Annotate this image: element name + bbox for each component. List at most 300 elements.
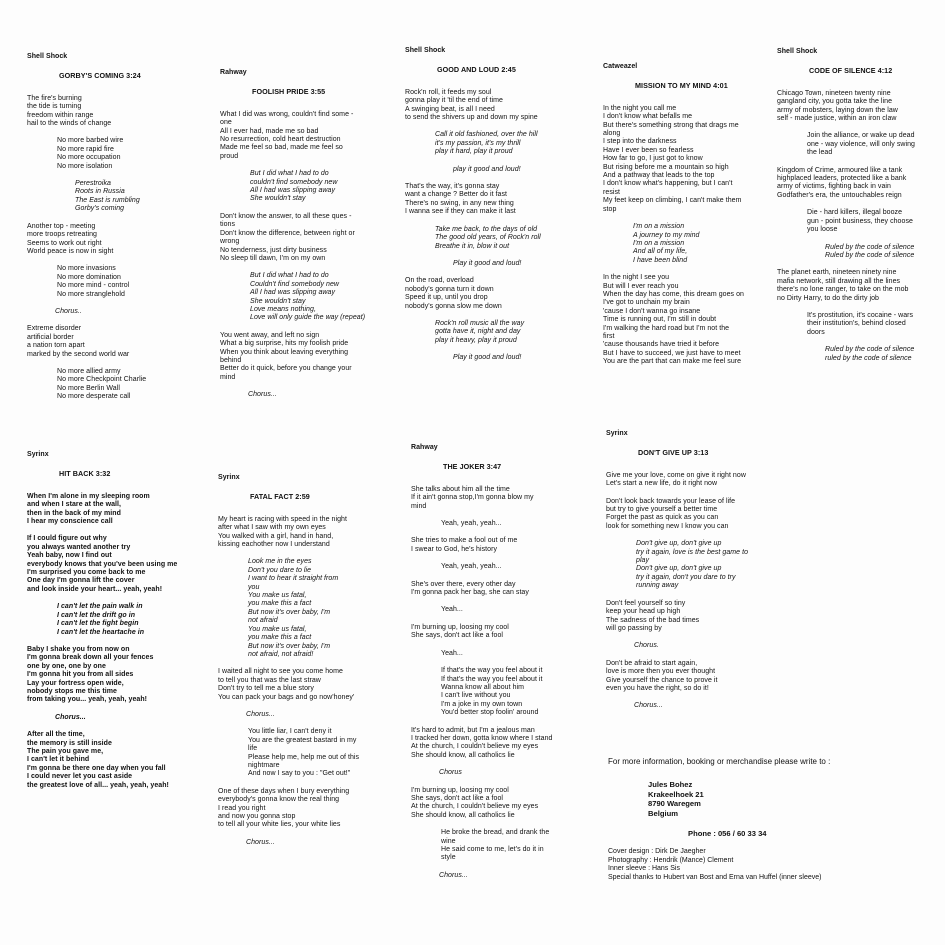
stanza [606,660,748,694]
band-name: Shell Shock [405,47,446,54]
lyric-line: What a big surprise, hits my foolish pride [220,340,349,348]
lyric-line: Call it old fashioned, over the hill [435,131,538,139]
lyric-line: along [603,130,621,138]
stanza [27,95,146,129]
lyric-line: Ruled by the code of silence [825,243,915,251]
stanza [777,269,915,303]
song-title: GOOD AND LOUD 2:45 [437,65,516,75]
lyric-line: Chorus... [246,838,275,846]
lyric-line: I'm surprised you come back to me [27,569,146,577]
lyric-line: one [220,119,232,127]
stanza [777,346,915,363]
lyric-line: and when I stare at the wall, [27,501,122,509]
lyric-line: I have been blind [633,256,688,264]
lyric-line: Chorus... [248,391,277,399]
lyric-line: Roots in Russia [75,188,125,196]
lyric-line: But now it's over baby, I'm [248,642,331,650]
lyric-line: In the night I see you [603,274,670,282]
address-line: 8790 Waregem [648,799,701,809]
lyric-line: Baby I shake you from now on [27,645,130,653]
lyric-line: tions [220,221,236,229]
stanza [411,872,553,880]
lyric-line: Yeah baby, now I find out [27,552,112,560]
lyric-line: Extreme disorder [27,325,82,333]
lyric-line: She says, don't act like a fool [411,632,503,640]
lyric-line: not afraid, not afraid! [248,650,314,658]
contact-phone: Phone : 056 / 60 33 34 [688,829,767,839]
lyric-line: Perestroika [75,180,111,188]
lyric-line: She wouldn't stay [250,195,306,203]
stanza [606,702,748,710]
lyric-line: But rising before me a mountain so high [603,163,729,171]
lyric-line: If that's the way you feel about it [441,667,543,675]
lyric-line: She tries to make a fool out of me [411,537,518,545]
lyric-line: All I had was slipping away [250,289,336,297]
lyric-line: I can't let it behind [27,756,90,764]
lyric-line: No tenderness, just dirty business [220,246,327,254]
lyric-line: Yeah, yeah, yeah... [441,563,502,571]
song-title: FOOLISH PRIDE 3:55 [252,87,326,97]
song-title: FATAL FACT 2:59 [250,492,310,502]
lyric-line: Give yourself the chance to prove it [606,676,718,684]
lyric-line: No more isolation [57,162,113,170]
lyric-line: hail to the winds of change [27,120,112,128]
stanza [27,714,177,722]
lyric-line: keep your head up high [606,608,681,616]
lyric-line: will go passing by [606,624,662,632]
lyric-line: nobody's gonna turn it down [405,285,494,293]
stanza [411,606,553,614]
stanza [405,277,541,311]
lyric-line: army of victims, fighting back in vain [777,183,891,191]
lyric-line: Yeah... [441,606,463,614]
lyric-line: I can't let the fight begin [57,620,139,628]
song-gorbys-coming [27,53,146,411]
lyric-line: ruled by the code of silence [825,354,912,362]
lyric-line: there's no lone ranger, to take on the mob [777,286,909,294]
lyric-line: I don't know what befalls me [603,113,693,121]
lyric-line: No more Checkpoint Charlie [57,376,147,384]
lyric-line: World peace is now in sight [27,247,114,255]
lyric-line: It's prostitution, it's cocaine - wars [807,311,914,319]
lyric-line: I can't let the heartache in [57,628,145,636]
lyric-line: 'cause I don't wanna go insane [603,307,701,315]
address-line: Jules Bohez [648,780,693,790]
lyric-line: You make us fatal, [248,592,307,600]
stanza [220,111,365,161]
lyric-line: gotta have it, night and day [435,328,521,336]
lyric-line: the lead [807,149,833,157]
lyric-line: No more Berlin Wall [57,384,120,392]
lyric-line: first [603,332,615,340]
lyric-line: And a pathway that leads to the top [603,172,715,180]
lyric-line: Ruled by the code of silence [825,346,915,354]
lyric-line: How far to go, I just got to know [603,155,703,163]
lyric-line: more troops retreating [27,231,97,239]
lyric-line: I could never let you cast aside [27,773,133,781]
lyric-line: Take me back, to the days of old [435,225,538,233]
lyric-line: you loose [807,226,838,234]
lyric-line: She's over there, every other day [411,580,516,588]
stanza [405,226,541,251]
stanza [218,516,359,550]
lyric-line: you make this a fact [248,634,312,642]
stanza [411,581,553,598]
lyric-line: nobody stops me this time [27,687,117,695]
lyric-line: the greatest love of all... yeah, yeah, yeah! [27,781,169,789]
lyric-line: At the church, I couldn't believe my eyes [411,803,539,811]
lyric-line: Couldn't find somebody new [250,280,340,288]
lyric-line: All I ever had, made me so bad [220,127,319,135]
lyric-line: Don't be afraid to start again, [606,659,698,667]
lyric-line: One of these days when I bury everything [218,787,350,795]
lyric-line: everybody's gonna know the real thing [218,796,340,804]
lyric-line: couldn't find somebody new [250,178,338,186]
lyric-line: Chorus... [246,710,275,718]
lyric-line: I swear to God, he's history [411,545,497,553]
lyric-line: resist [603,188,621,196]
lyric-line: She should know, all catholics lie [411,811,515,819]
stanza [603,105,744,214]
lyric-line: Don't give up, don't give up [636,540,722,548]
stanza [405,320,541,345]
lyric-line: you [248,583,260,591]
lyric-line: Play it good and loud! [453,259,522,267]
lyric-line: My heart is racing with speed in the night [218,515,347,523]
lyric-line: I'm walking the hard road but I'm not the [603,324,730,332]
lyric-line: No more occupation [57,154,121,162]
lyric-line: Wanna know all about him [441,683,525,691]
stanza [411,667,553,717]
lyric-line: No more desperate call [57,393,131,401]
lyric-line: proud [220,152,239,160]
lyric-line: No sleep till dawn, I'm on my own [220,254,326,262]
lyric-line: highplaced leaders, protected like a bank [777,175,907,183]
lyric-line: gonna play it 'til the end of time [405,97,503,105]
stanza [218,711,359,719]
stanza [411,537,553,554]
lyric-line: Rock'n roll, it feeds my soul [405,88,492,96]
song-mission-to-my-mind [603,63,744,376]
lyric-line: Look me in the eyes [248,558,312,566]
lyric-line: Play it good and loud! [453,354,522,362]
lyric-line: it's my passion, it's my thrill [435,139,521,147]
lyric-line: Don't give up, don't give up [636,565,722,573]
lyric-line: No more domination [57,273,121,281]
lyric-line: A swinging beat, is all I need [405,105,495,113]
stanza [777,244,915,261]
lyric-line: and now you gonna stop [218,813,296,820]
stanza [405,354,541,362]
song-fatal-fact [218,474,359,856]
song-title: CODE OF SILENCE 4:12 [809,66,893,76]
lyric-line: Seems to work out right [27,239,102,247]
lyric-line: That's the way, it's gonna stay [405,183,500,191]
lyric-line: gangland city, you gotta take the line [777,98,893,106]
lyric-line: you make this a fact [248,600,312,608]
band-name: Syrinx [606,430,628,437]
stanza [405,183,541,217]
band-name: Syrinx [27,451,49,458]
stanza [411,624,553,641]
lyric-line: No resurrection, cold heart destruction [220,136,341,144]
lyric-line: Chicago Town, nineteen twenty nine [777,89,891,97]
stanza [411,727,553,761]
lyric-line: Godfather's era, the untouchables reign [777,191,902,199]
lyric-line: Have I ever been so fearless [603,146,694,154]
song-title: HIT BACK 3:32 [59,469,111,479]
stanza [606,498,748,532]
lyric-line: play it heavy, play it proud [435,336,517,344]
band-name: Catweazel [603,63,638,70]
contact-lead: For more information, booking or merchandise please write to : [608,757,831,766]
lyric-line: Love will only guide the way (repeat) [250,314,366,322]
lyric-line: Kingdom of Crime, armoured like a tank [777,166,903,174]
lyric-line: play [636,557,650,565]
song-title: THE JOKER 3:47 [443,462,502,472]
song-hit-back [27,451,177,799]
lyric-line: Speed it up, until you drop [405,294,488,302]
band-name: Shell Shock [27,53,68,60]
lyric-line: No more mind - control [57,282,130,290]
stanza [606,540,748,590]
lyric-line: No more stranglehold [57,290,125,298]
stanza [27,535,177,594]
lyric-line: I'm gonna break down all your fences [27,654,154,662]
lyric-line: But I did what I had to do [250,272,329,280]
stanza [606,472,748,489]
band-name: Rahway [411,444,438,451]
stanza [411,520,553,528]
lyric-line: You walked with a girl, hand in hand, [218,532,334,540]
lyric-line: When I'm alone in my sleeping room [27,492,150,500]
song-title: MISSION TO MY MIND 4:01 [635,81,728,91]
lyric-line: No more allied army [57,367,121,375]
lyric-line: I'm gonna hit you from all sides [27,671,134,679]
lyric-line: but try to give yourself a better time [606,506,718,514]
lyric-line: The good old years, of Rock'n roll [435,234,541,242]
song-dont-give-up [606,430,748,720]
lyric-line: Don't know the answer, to all these ques - [220,212,352,220]
lyric-line: you always wanted another try [27,543,131,551]
lyric-line: try it again, don't you dare to try [636,573,736,581]
lyric-line: On the road, overload [405,277,474,285]
lyric-line: The fire's burning [27,94,82,102]
lyric-line: I step into the darkness [603,138,677,146]
lyric-line: mafia network, still drawing all the lines [777,277,901,285]
lyric-line: You little liar, I can't deny it [248,728,332,736]
lyric-line: You are the part that can make me feel sure [603,358,742,366]
lyric-line: No more barbed wire [57,137,124,145]
lyric-line: their institution's, behind closed [807,320,906,328]
lyric-line: to tell all your white lies, your white lies [218,821,341,829]
stanza [218,728,359,778]
stanza [777,209,915,234]
lyric-line: I'm on a mission [633,239,685,247]
lyric-line: even you have the right, so do it! [606,684,709,692]
lyric-line: When you think about leaving everything [220,348,349,356]
band-name: Syrinx [218,474,240,481]
lyric-line: Love means nothing, [250,305,316,313]
lyric-line: Don't you dare to lie [248,566,312,574]
stanza [603,223,744,265]
stanza [218,668,359,702]
stanza [27,368,146,402]
lyric-line: At the church, I couldn't believe my eyes [411,743,539,751]
stanza [220,391,365,399]
credit-line: Special thanks to Hubert van Bost and Erna van Huffel (inner sleeve) [608,873,822,881]
lyric-line: And now I say to you : "Get out!" [248,770,351,778]
stanza [218,558,359,659]
stanza [220,213,365,263]
credit-lines [608,848,830,882]
lyric-line: You went away, and left no sign [220,331,320,339]
stanza [27,603,177,637]
lyric-line: She talks about him all the time [411,485,510,493]
lyric-line: mind [220,373,236,381]
lyric-line: Gorby's coming [75,205,125,213]
lyric-line: after what I saw with my own eyes [218,524,326,532]
lyric-line: I'm gonna be there one day when you fall [27,764,166,772]
lyric-line: Give me your love, come on give it right now [606,471,746,479]
lyric-line: love is more then you ever thought [606,668,716,676]
lyric-line: the tide is turning [27,103,82,111]
lyric-line: kissing eachother now I understand [218,541,330,549]
stanza [411,787,553,821]
lyric-line: I want to hear it straight from [248,575,339,583]
lyric-line: I can't let the drift go in [57,611,136,619]
lyric-line: One day I'm gonna lift the cover [27,577,135,585]
stanza [405,260,541,268]
stanza [777,132,915,157]
lyric-line: The pain you gave me, [27,747,104,755]
lyric-line: life [248,745,258,753]
lyric-line: You can pack your bags and go now'honey' [218,693,355,701]
lyric-line: Die - hard killers, illegal booze [807,209,903,217]
address-line: Belgium [648,808,678,818]
lyric-line: try it again, love is the best game to [636,548,749,556]
band-name: Rahway [220,69,247,76]
lyric-line: She should know, all catholics lie [411,751,515,759]
stanza [27,223,146,257]
lyric-line: A journey to my mind [633,231,700,239]
stanza [218,839,359,847]
lyric-line: I can't live without you [441,692,511,700]
stanza [411,769,553,777]
stanza [405,89,541,123]
stanza [27,731,177,790]
credit-line: Cover design : Dirk De Jaegher [608,848,706,856]
stanza [27,325,146,359]
lyric-line: wine [441,837,456,845]
lyric-line: After all the time, [27,731,85,739]
lyric-line: marked by the second world war [27,350,130,358]
lyric-line: Made me feel so bad, made me feel so [220,144,343,152]
lyric-line: But I have to succeed, we just have to meet [603,349,741,357]
lyric-line: play it good and loud! [453,165,521,173]
lyric-line: I don't know what's happening, but I can't [603,180,733,188]
lyric-line: All I had was slipping away [250,187,336,195]
stanza [411,829,553,863]
lyric-line: In the night you call me [603,104,677,112]
song-title: DON'T GIVE UP 3:13 [638,448,709,458]
lyric-line: I wanna see if they can make it last [405,208,516,216]
lyric-line: When the day has come, this dream goes on [603,290,744,298]
lyric-line: army of mobsters, laying down the law [777,106,898,114]
lyric-line: Another top - meeting [27,222,96,230]
lyric-line: The planet earth, nineteen ninety nine [777,269,897,277]
lyric-line: to send the shivers up and down my spine [405,114,538,122]
lyric-line: I read you right [218,804,266,812]
lyric-line: Rock'n roll music all the way [435,319,525,327]
lyric-line: Don't look back towards your lease of life [606,497,736,505]
stanza [411,486,553,511]
lyric-line: Time is running out, I'm still in doubt [603,316,717,324]
credits-block [608,758,830,882]
lyric-line: You make us fatal, [248,625,307,633]
lyric-line: everybody knows that you've been using me [27,560,178,568]
stanza [27,137,146,171]
song-good-and-loud [405,47,541,372]
stanza [411,650,553,658]
song-foolish-pride [220,69,365,409]
lyric-line: If it ain't gonna stop,I'm gonna blow my [411,494,534,502]
lyric-line: one by one, one by one [27,662,106,670]
lyric-line: The sadness of the bad times [606,616,700,624]
lyric-line: running away [636,582,679,590]
lyric-line: Yeah... [441,649,463,657]
lyric-line: The East is rumbling [75,196,140,204]
lyric-line: No more rapid fire [57,145,114,153]
lyric-line: There's no swing, in any new thing [405,199,514,207]
lyric-line: I can't let the pain walk in [57,603,143,611]
stanza [405,166,541,174]
lyric-line: Join the alliance, or wake up dead [807,132,915,140]
lyric-line: I'm on a mission [633,223,685,231]
lyric-line: to tell you that was the last straw [218,676,321,684]
lyric-line: You are the greatest bastard in my [248,736,357,744]
song-code-of-silence [777,48,915,372]
lyric-line: I'm burning up, loosing my cool [411,623,509,631]
lyric-line: Don't feel yourself so tiny [606,599,686,607]
lyric-line: self - made justice, within an iron claw [777,115,897,123]
lyric-line: I waited all night to see you come home [218,668,343,676]
lyric-line: not afraid [248,617,278,625]
lyric-line: She wouldn't stay [250,297,306,305]
lyric-line: stop [603,205,617,213]
stanza [218,788,359,830]
lyric-line: I'm gonna pack her bag, she can stay [411,589,529,597]
lyric-line: behind [220,356,242,364]
stanza [220,332,365,382]
lyric-line: Chorus... [439,871,468,879]
stanza [603,274,744,366]
lyric-line: 'cause thousands have tried it before [603,341,720,349]
lyric-line: from taking you... yeah, yeah, yeah! [27,696,148,704]
lyric-line: She says, don't act like a fool [411,794,503,802]
lyric-line: Forget the past as quick as you can [606,514,719,522]
lyric-line: artificial border [27,333,74,341]
lyric-line: My feet keep on climbing, I can't make them [603,197,742,205]
band-name: Shell Shock [777,48,818,55]
lyric-line: Chorus [439,769,462,777]
lyric-line: Don't try to tell me a blue story [218,685,314,693]
lyric-line: Chorus. [634,642,659,650]
lyric-line: Yeah, yeah, yeah... [441,520,502,528]
credit-line: Photography : Hendrik (Mance) Clement [608,856,734,864]
lyric-line: a nation torn apart [27,342,85,350]
stanza [606,600,748,634]
